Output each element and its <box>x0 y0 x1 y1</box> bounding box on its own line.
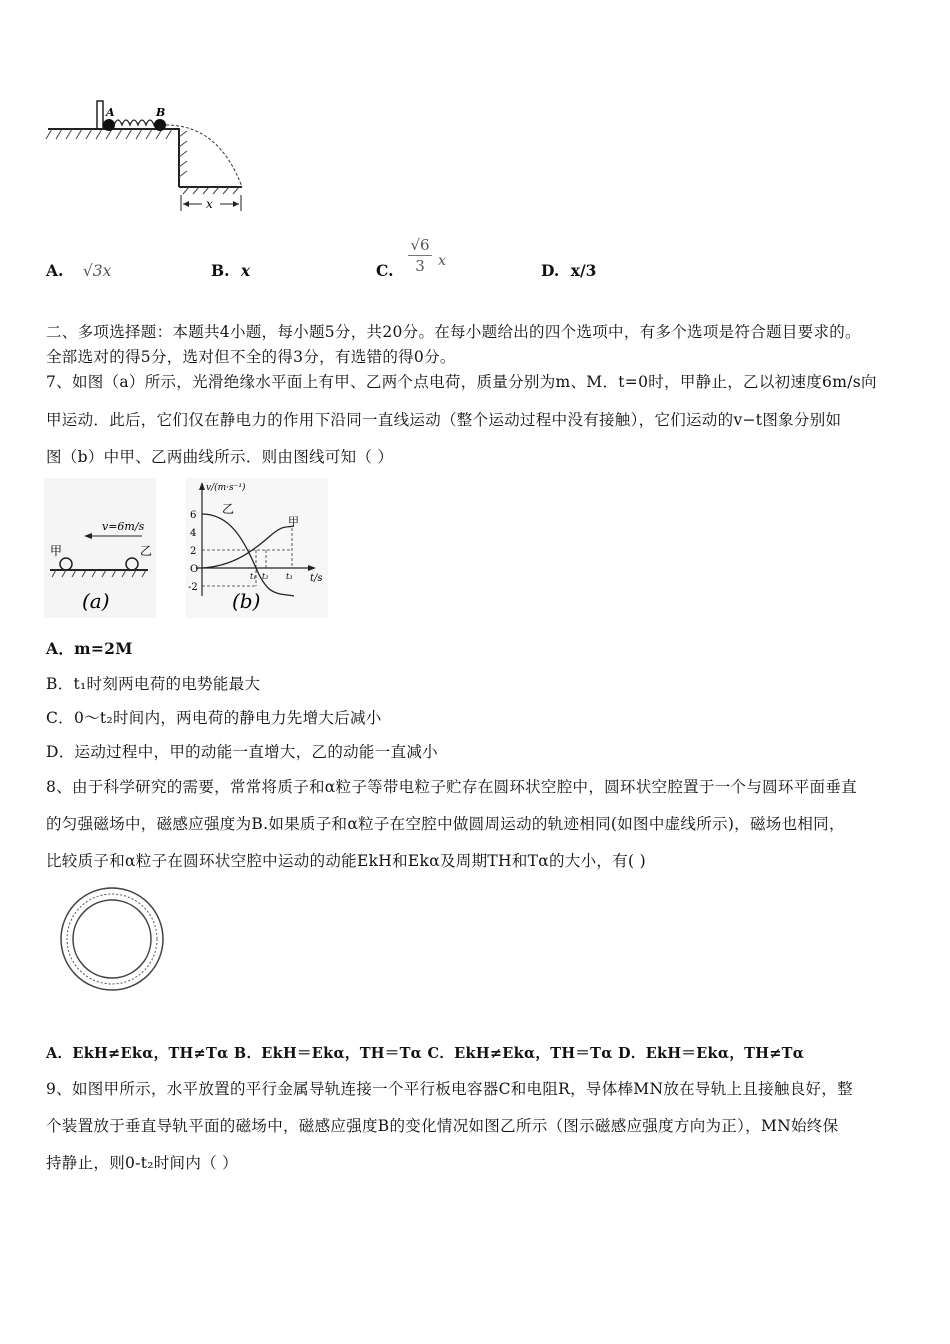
q7-fig-b-t2: t₂ <box>262 572 269 581</box>
q6-option-b[interactable] <box>211 261 250 280</box>
q7-option-d[interactable]: D．运动过程中，甲的动能一直增大，乙的动能一直减小 <box>46 743 438 761</box>
q6-option-d-value: x/3 <box>570 261 597 280</box>
q7-fig-b-t1: t₁ <box>250 572 257 581</box>
q7-fig-b-jia: 甲 <box>288 515 299 528</box>
q6-option-b-letter: B. <box>211 261 230 280</box>
section2-line2: 全部选对的得5分，选对但不全的得3分，有选错的得0分。 <box>46 348 456 366</box>
q6-option-a-value: √3x <box>82 262 112 280</box>
q7-option-b[interactable]: B．t₁时刻两电荷的电势能最大 <box>46 675 261 693</box>
q7-fig-a-caption: (a) <box>82 589 110 613</box>
q7-fig-a-yi: 乙 <box>140 544 153 558</box>
q6-option-a[interactable] <box>46 261 111 280</box>
q9-stem-line3: 持静止，则0-t₂时间内（ ） <box>46 1154 238 1172</box>
q7-option-c[interactable]: C．0～t₂时间内，两电荷的静电力先增大后减小 <box>46 709 382 727</box>
q8-stem-line2: 的匀强磁场中，磁感应强度为B.如果质子和α粒子在空腔中做圆周运动的轨迹相同(如图中虚线所示)，磁场也相同， <box>46 815 845 833</box>
q7-fig-b-t3: t₃ <box>286 572 293 581</box>
q7-fig-b-ytick-neg2: -2 <box>188 582 198 593</box>
q8-options[interactable]: A．EkH≠Ekα，TH≠Tα B．EkH＝Ekα，TH＝Tα C．EkH≠Ekα，TH＝Tα D．EkH＝Ekα，TH≠Tα <box>46 1045 805 1062</box>
q9-stem-line1: 9、如图甲所示，水平放置的平行金属导轨连接一个平行板电容器C和电阻R，导体棒MN放在导轨上且接触良好，整 <box>46 1080 853 1098</box>
q6-option-c-denominator: 3 <box>415 257 425 275</box>
q7-fig-a-speed: v=6m/s <box>102 520 145 533</box>
q6-option-c[interactable] <box>376 261 393 280</box>
q6-option-c-variable: x <box>438 253 446 269</box>
q8-ring-figure <box>56 883 168 995</box>
q7-fig-b-ytick-4: 4 <box>190 528 197 539</box>
q7-stem-line2: 甲运动．此后，它们仅在静电力的作用下沿同一直线运动（整个运动过程中没有接触），它们运动的v−t图象分别如 <box>46 411 842 429</box>
q7-fig-b-yi: 乙 <box>222 502 235 516</box>
q6-label-x: x <box>206 197 213 211</box>
q7-fig-b-ytick-2: 2 <box>190 546 197 557</box>
q7-fig-b-xlabel: t/s <box>310 573 323 584</box>
q6-option-c-fraction <box>406 236 434 275</box>
q6-label-a: A <box>106 106 115 119</box>
q6-option-a-letter: A. <box>46 261 64 280</box>
q7-stem-line1: 7、如图（a）所示，光滑绝缘水平面上有甲、乙两个点电荷，质量分别为m、M．t=0时，甲静止，乙以初速度6m/s向 <box>46 373 877 391</box>
q7-fig-b-ytick-0: O <box>190 564 199 575</box>
q6-option-d[interactable] <box>541 261 596 280</box>
q6-figure <box>44 95 254 220</box>
q7-fig-b-caption: (b) <box>232 589 261 613</box>
q6-option-d-letter: D. <box>541 261 560 280</box>
section2-line1: 二、多项选择题：本题共4小题，每小题5分，共20分。在每小题给出的四个选项中，有多个选项是符合题目要求的。 <box>46 323 861 341</box>
q6-option-c-numerator: √6 <box>410 236 430 254</box>
q8-stem-line3: 比较质子和α粒子在圆环状空腔中运动的动能EkH和Ekα及周期TH和Tα的大小，有( ) <box>46 852 646 870</box>
q7-fig-b-ylabel: v/(m·s⁻¹) <box>206 483 246 493</box>
q6-option-c-letter: C. <box>376 261 394 280</box>
q7-fig-a-jia: 甲 <box>50 544 63 558</box>
q8-stem-line1: 8、由于科学研究的需要，常常将质子和α粒子等带电粒子贮存在圆环状空腔中，圆环状空腔置于一个与圆环平面垂直 <box>46 778 857 796</box>
q7-stem-line3: 图（b）中甲、乙两曲线所示．则由图线可知（ ） <box>46 448 394 466</box>
q9-stem-line2: 个装置放于垂直导轨平面的磁场中，磁感应强度B的变化情况如图乙所示（图示磁感应强度方向为正），MN始终保 <box>46 1117 839 1135</box>
q7-figure-a <box>44 478 156 618</box>
q7-fig-b-ytick-6: 6 <box>190 510 197 521</box>
q7-figure-b <box>186 478 328 618</box>
q6-label-b: B <box>156 106 166 119</box>
q7-option-a[interactable]: A．m=2M <box>46 639 133 658</box>
q6-option-b-value: x <box>240 261 251 280</box>
